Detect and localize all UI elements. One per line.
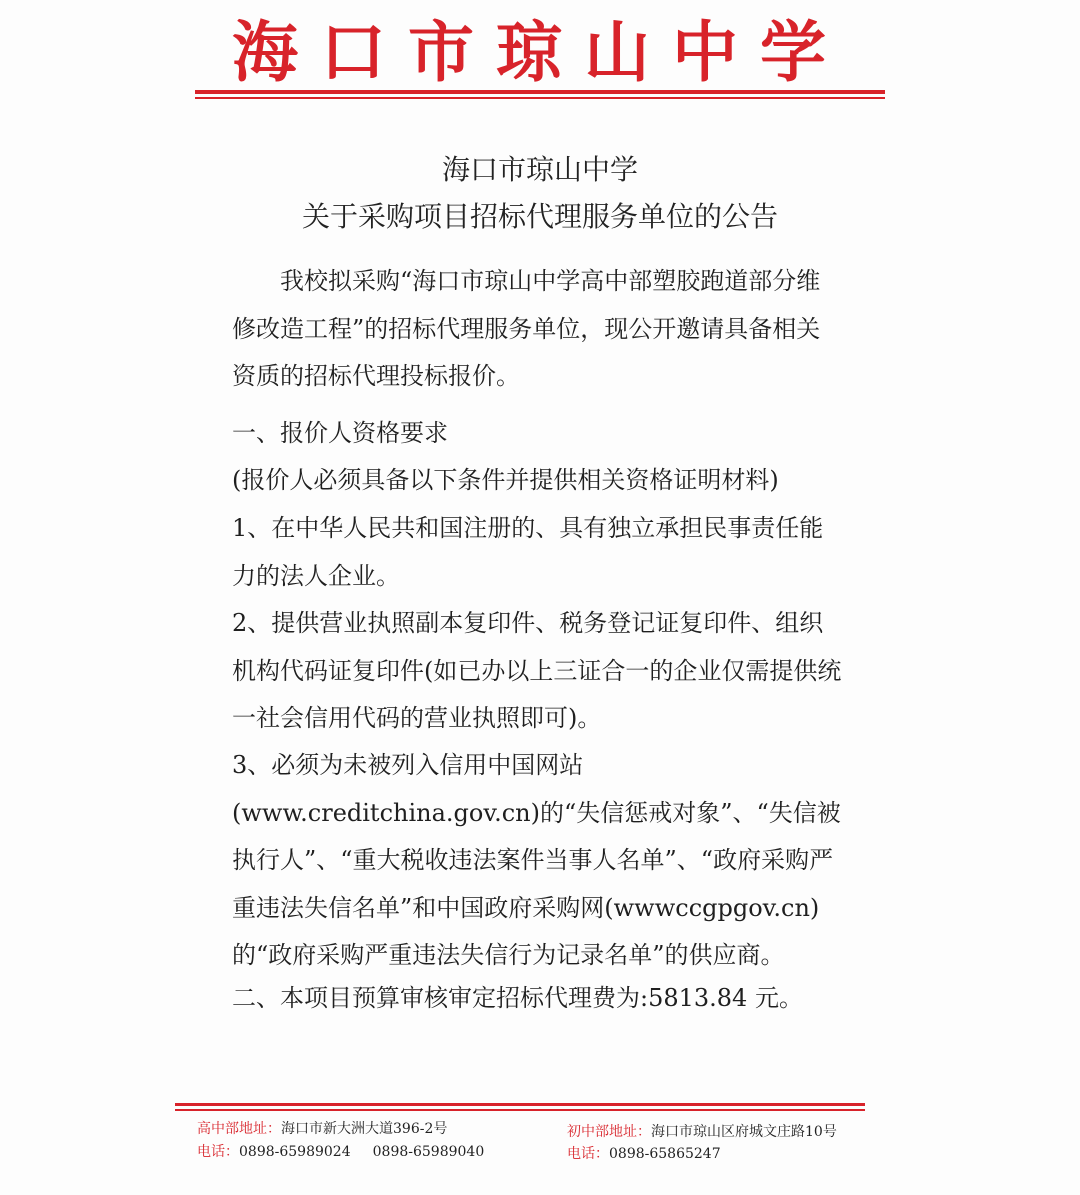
footer-junior-address-value: 海口市琼山区府城文庄路10号 — [651, 1124, 837, 1140]
document-title-line1: 海口市琼山中学 — [441, 153, 638, 186]
letterhead-rule-thin — [195, 97, 885, 99]
footer-junior-address — [567, 1121, 837, 1141]
letterhead-rule-thick — [195, 90, 885, 94]
footer-rule-thin — [175, 1109, 865, 1111]
document-title-line2: 关于采购项目招标代理服务单位的公告 — [301, 200, 778, 233]
section1-note: (报价人必须具备以下条件并提供相关资格证明材料) — [232, 466, 779, 494]
section1-heading: 一、报价人资格要求 — [232, 419, 448, 447]
intro-paragraph: 我校拟采购“海口市琼山中学高中部塑胶跑道部分维修改造工程”的招标代理服务单位，现公开邀请具备相关资质的招标代理投标报价。 — [232, 267, 821, 390]
section2-budget: 二、本项目预算审核审定招标代理费为:5813.84 元。 — [232, 984, 803, 1012]
footer-high-school-address — [197, 1118, 447, 1138]
footer-high-school-phone-label: 电话： — [197, 1144, 239, 1160]
footer-rule-thick — [175, 1103, 865, 1106]
requirement-item-2: 2、提供营业执照副本复印件、税务登记证复印件、组织机构代码证复印件(如已办以上三证合一的企业仅需提供统一社会信用代码的营业执照即可)。 — [232, 609, 842, 732]
footer-high-school-phone-2: 0898-65989040 — [372, 1144, 485, 1160]
footer-junior-phone-value: 0898-65865247 — [609, 1146, 721, 1162]
footer-junior-phone-label: 电话： — [567, 1146, 609, 1162]
footer-high-school-phone-1: 0898-65989024 — [239, 1144, 351, 1160]
footer-junior-phone — [567, 1143, 721, 1163]
letterhead-school-name: 海口市琼山中学 — [232, 12, 848, 91]
footer-high-school-address-label: 高中部地址： — [197, 1121, 281, 1137]
footer-high-school-address-value: 海口市新大洲大道396-2号 — [281, 1121, 448, 1137]
footer-high-school-phone — [197, 1141, 484, 1161]
requirement-item-3: 3、必须为未被列入信用中国网站(www.creditchina.gov.cn)的“失信惩戒对象”、“失信被执行人”、“重大税收违法案件当事人名单”、“政府采购严重违法失信名单”和中国政府采购网(wwwccgpgov.cn)的“政府采购严重违法失信行为记录名单”的供应商。 — [232, 751, 841, 969]
footer-junior-address-label: 初中部地址： — [567, 1124, 651, 1140]
requirement-item-1: 1、在中华人民共和国注册的、具有独立承担民事责任能力的法人企业。 — [232, 514, 824, 590]
